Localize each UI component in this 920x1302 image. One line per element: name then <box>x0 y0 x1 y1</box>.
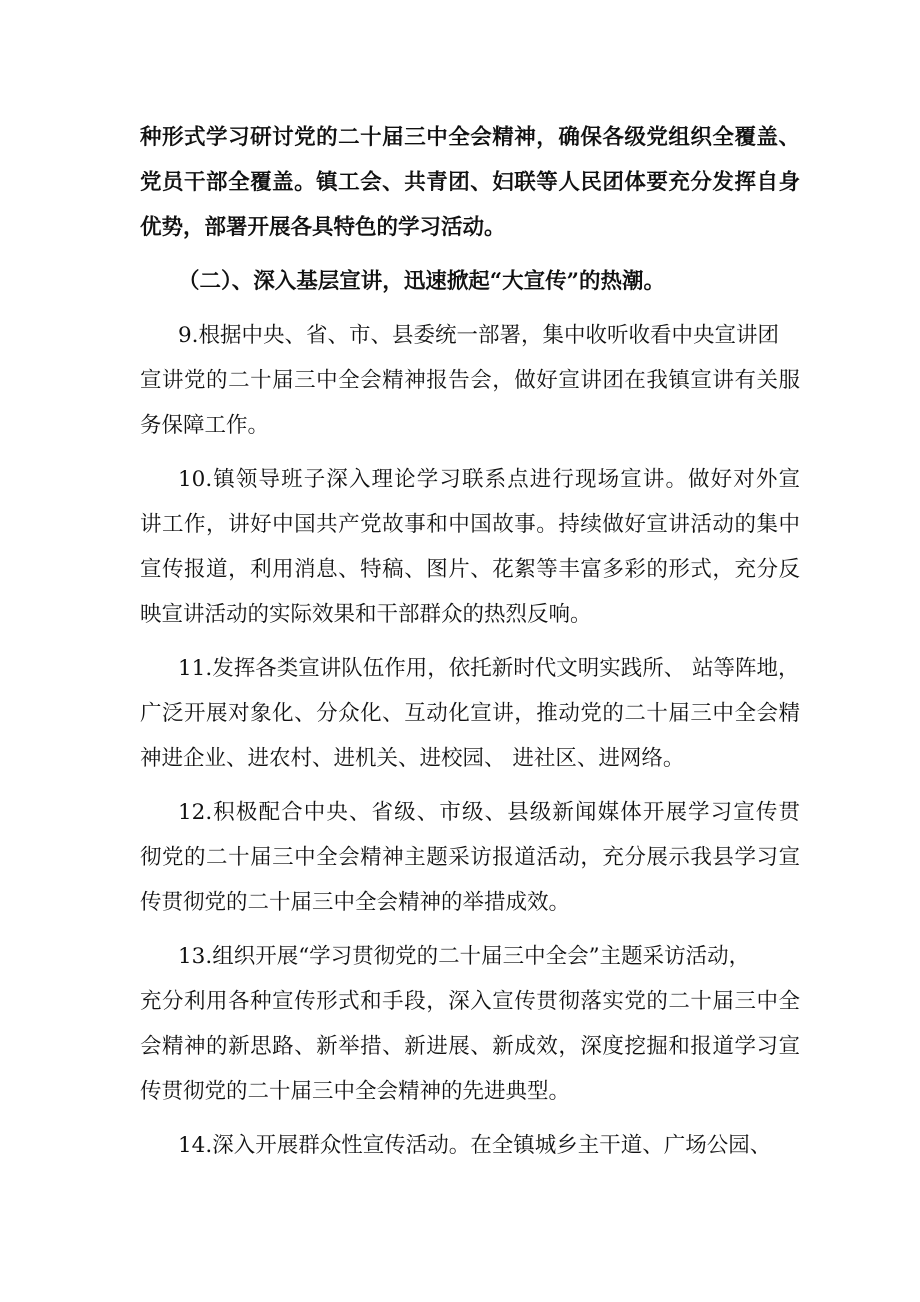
paragraph-line: 14.深入开展群众性宣传活动。在全镇城乡主干道、广场公园、 <box>178 1133 772 1158</box>
paragraph-line: 11.发挥各类宣讲队伍作用，依托新时代文明实践所、 站等阵地， <box>178 656 800 681</box>
paragraph-line: 13.组织开展“学习贯彻党的二十届三中全会”主题采访活动， <box>178 944 751 969</box>
paragraph-line: 会精神的新思路、新举措、新进展、新成效，深度挖掘和报道学习宣 <box>140 1034 800 1059</box>
paragraph-line: 彻党的二十届三中全会精神主题采访报道活动，充分展示我县学习宣 <box>140 845 800 870</box>
paragraph-line: 10.镇领导班子深入理论学习联系点进行现场宣讲。做好对外宣 <box>178 467 800 492</box>
paragraph-line: 充分利用各种宣传形式和手段，深入宣传贯彻落实党的二十届三中全 <box>140 989 800 1014</box>
paragraph-line: 传贯彻党的二十届三中全会精神的先进典型。 <box>140 1079 571 1104</box>
paragraph-line: 神进企业、进农村、进机关、进校园、 进社区、进网络。 <box>140 746 685 771</box>
paragraph-line: 优势，部署开展各具特色的学习活动。 <box>140 215 506 240</box>
paragraph-line: 党员干部全覆盖。镇工会、共青团、妇联等人民团体要充分发挥自身 <box>140 170 800 195</box>
paragraph-line: 12.积极配合中央、省级、市级、县级新闻媒体开展学习宣传贯 <box>178 800 800 825</box>
paragraph-line: 讲工作，讲好中国共产党故事和中国故事。持续做好宣讲活动的集中 <box>140 512 800 537</box>
paragraph-line: 传贯彻党的二十届三中全会精神的举措成效。 <box>140 890 571 915</box>
paragraph-line: 映宣讲活动的实际效果和干部群众的热烈反响。 <box>140 602 592 627</box>
paragraph-line: 9.根据中央、省、市、县委统一部署，集中收听收看中央宣讲团 <box>178 323 780 348</box>
paragraph-line: 宣传报道，利用消息、特稿、图片、花絮等丰富多彩的形式，充分反 <box>140 557 800 582</box>
paragraph-line: 种形式学习研讨党的二十届三中全会精神，确保各级党组织全覆盖、 <box>140 125 800 150</box>
section-heading: （二）、深入基层宣讲，迅速掀起“大宣传”的热潮。 <box>178 269 665 294</box>
paragraph-line: 宣讲党的二十届三中全会精神报告会，做好宣讲团在我镇宣讲有关服 <box>140 368 800 393</box>
paragraph-line: 务保障工作。 <box>140 413 270 438</box>
paragraph-line: 广泛开展对象化、分众化、互动化宣讲，推动党的二十届三中全会精 <box>140 701 800 726</box>
